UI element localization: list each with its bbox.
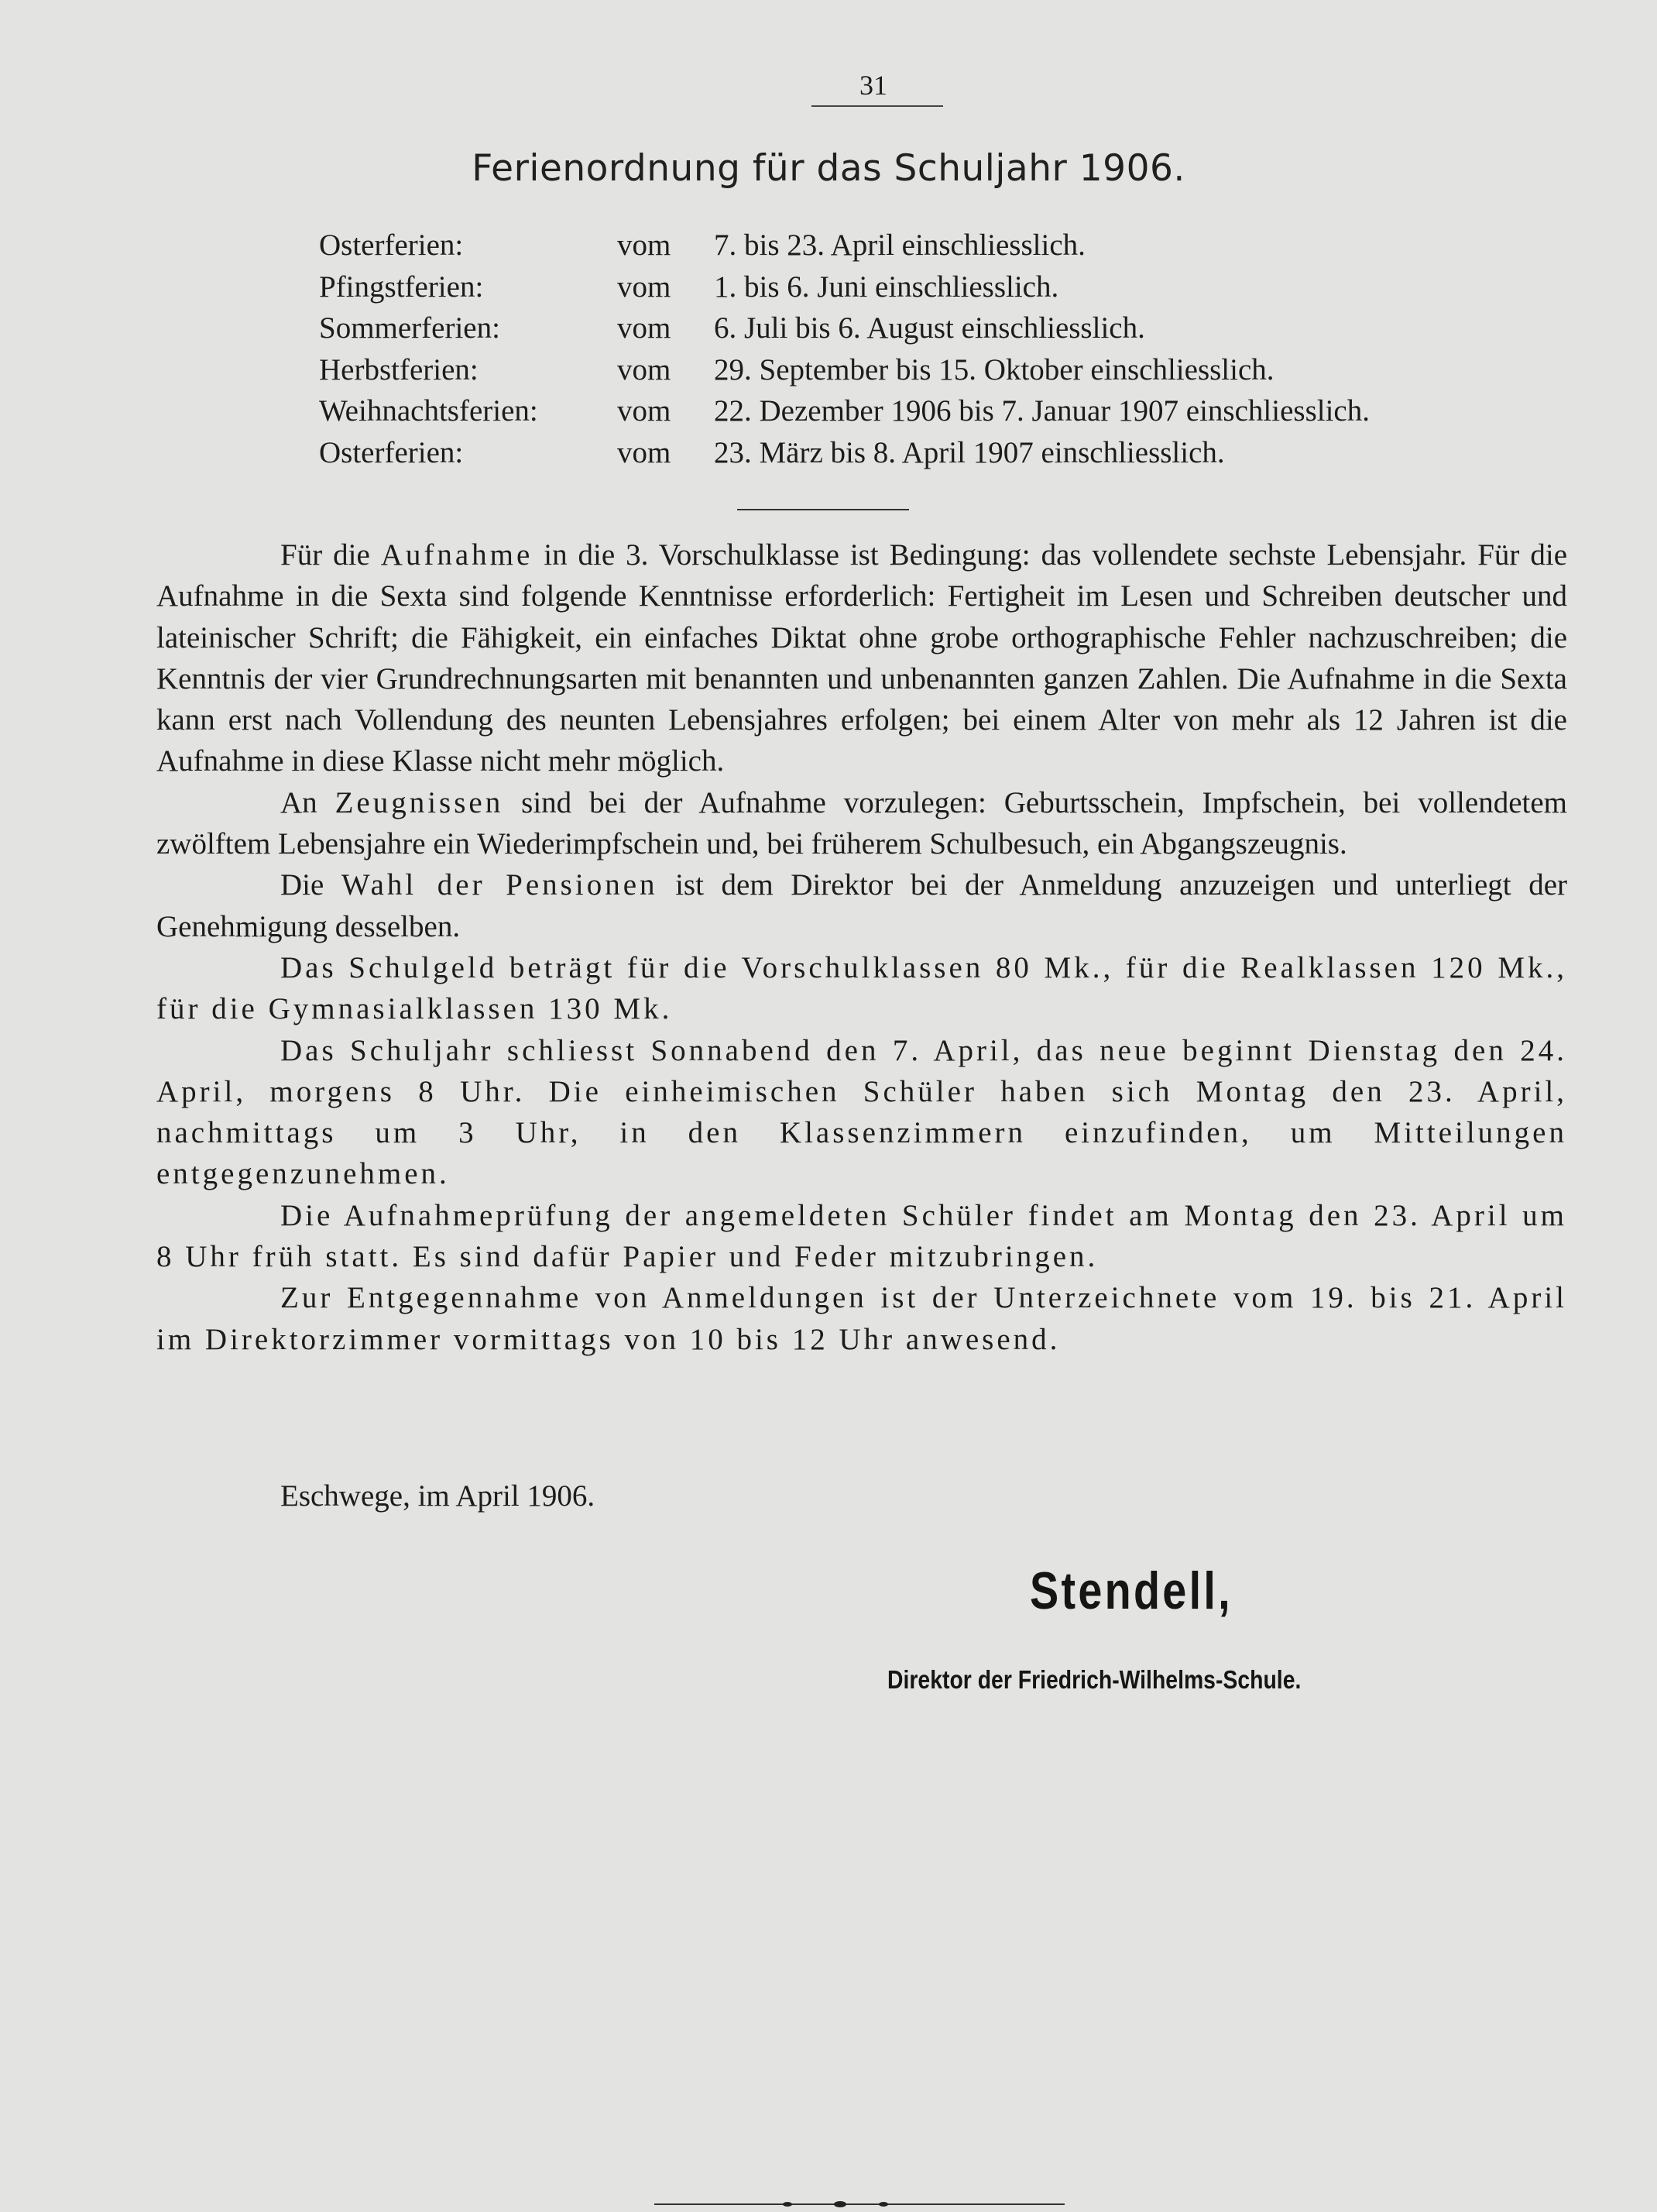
page-number: 31: [859, 70, 887, 101]
page-title: Ferienordnung für das Schuljahr 1906.: [472, 147, 1185, 190]
text-run: An: [280, 785, 335, 819]
text-run: ist dem Direktor bei der Anmeldung anzuzeigen und unterliegt der Genehmigung desselben.: [156, 868, 1568, 943]
vacation-dates: 7. bis 23. April einschliesslich.: [714, 228, 1086, 262]
vacation-vom: vom: [617, 435, 671, 469]
signature-role: Direktor der Friedrich-Wilhelms-Schule.: [887, 1665, 1302, 1694]
spaced-term: Wahl der Pensionen: [341, 868, 658, 902]
page-number-rule: [811, 105, 943, 107]
vacation-name: Osterferien:: [319, 435, 464, 469]
vacation-vom: vom: [617, 311, 671, 345]
vacation-vom: vom: [617, 270, 671, 304]
vacation-dates: 23. März bis 8. April 1907 einschliesslich.: [714, 435, 1225, 469]
signature-name: Stendell,: [1030, 1561, 1233, 1620]
vacation-name: Osterferien:: [319, 228, 464, 262]
text-run: in die 3. Vorschulklasse ist Bedingung: das vollendete sechste Lebensjahr. Für die Aufnahme in die Sexta sind folgende Kenntnisse erforderlich: Fertigheit im Lesen und Schreiben deutscher und lateinischer Schrift; die Fähigkeit, ein einfaches Diktat ohne grobe orthographische Fehler nachzuschreiben; die Kenntnis der vier Grundrechnungsarten mit benannten und unbenannten ganzen Zahlen. Die Aufnahme in die Sexta kann erst nach Vollendung des neunten Lebensjahres erfolgen; bei einem Alter von mehr als 12 Jahren ist die Aufnahme in diese Klasse nicht mehr möglich.: [156, 538, 1568, 778]
text-run: Die: [280, 868, 341, 902]
vacation-vom: vom: [617, 228, 671, 262]
section-divider: [737, 509, 909, 510]
vacation-vom: vom: [617, 394, 671, 428]
place-date: Eschwege, im April 1906.: [280, 1479, 595, 1513]
ornament-dot: [783, 2202, 792, 2207]
vacation-name: Weihnachtsferien:: [319, 394, 538, 428]
vacation-name: Pfingstferien:: [319, 270, 484, 304]
vacation-dates: 1. bis 6. Juni einschliesslich.: [714, 270, 1059, 304]
spaced-term: Aufnahme: [380, 538, 533, 572]
ornament-divider: [654, 2197, 1065, 2212]
body-text: [156, 534, 1567, 1360]
spaced-term: Zeugnissen: [334, 785, 504, 819]
vacation-vom: vom: [617, 352, 671, 386]
paragraph-registration: Zur Entgegennahme von Anmeldungen ist der Unterzeichnete vom 19. bis 21. April im Direktorzimmer vormittags von 10 bis 12 Uhr anwesend.: [156, 1281, 1567, 1356]
paragraph-school-fees: Das Schulgeld beträgt für die Vorschulklassen 80 Mk., für die Realklassen 120 Mk., für die Gymnasialklassen 130 Mk.: [156, 950, 1567, 1026]
paragraph-entrance-exam: Die Aufnahmeprüfung der angemeldeten Schüler findet am Montag den 23. April um 8 Uhr früh statt. Es sind dafür Papier und Feder mitzubringen.: [156, 1198, 1567, 1274]
vacation-dates: 22. Dezember 1906 bis 7. Januar 1907 einschliesslich.: [714, 394, 1370, 428]
vacation-name: Sommerferien:: [319, 311, 500, 345]
paragraph-admission: [156, 534, 1567, 782]
paragraph-school-year: Das Schuljahr schliesst Sonnabend den 7. April, das neue beginnt Dienstag den 24. April, morgens 8 Uhr. Die einheimischen Schüler haben sich Montag den 23. April, nachmittags um 3 Uhr, in den Klassenzimmern einzufinden, um Mitteilungen entgegenzunehmen.: [156, 1033, 1567, 1191]
vacation-name: Herbstferien:: [319, 352, 479, 386]
vacation-dates: 6. Juli bis 6. August einschliesslich.: [714, 311, 1145, 345]
text-run: sind bei der Aufnahme vorzulegen: Geburtsschein, Impfschein, bei vollendetem zwölftem Lebensjahre ein Wiederimpfschein und, bei früherem Schulbesuch, ein Abgangszeugnis.: [156, 785, 1567, 861]
vacation-dates: 29. September bis 15. Oktober einschliesslich.: [714, 352, 1274, 386]
paragraph-certificates: [156, 782, 1567, 865]
text-run: Für die: [280, 538, 381, 572]
paragraph-pensions: [156, 864, 1567, 947]
ornament-dot: [834, 2201, 846, 2207]
ornament-dot: [879, 2202, 888, 2207]
